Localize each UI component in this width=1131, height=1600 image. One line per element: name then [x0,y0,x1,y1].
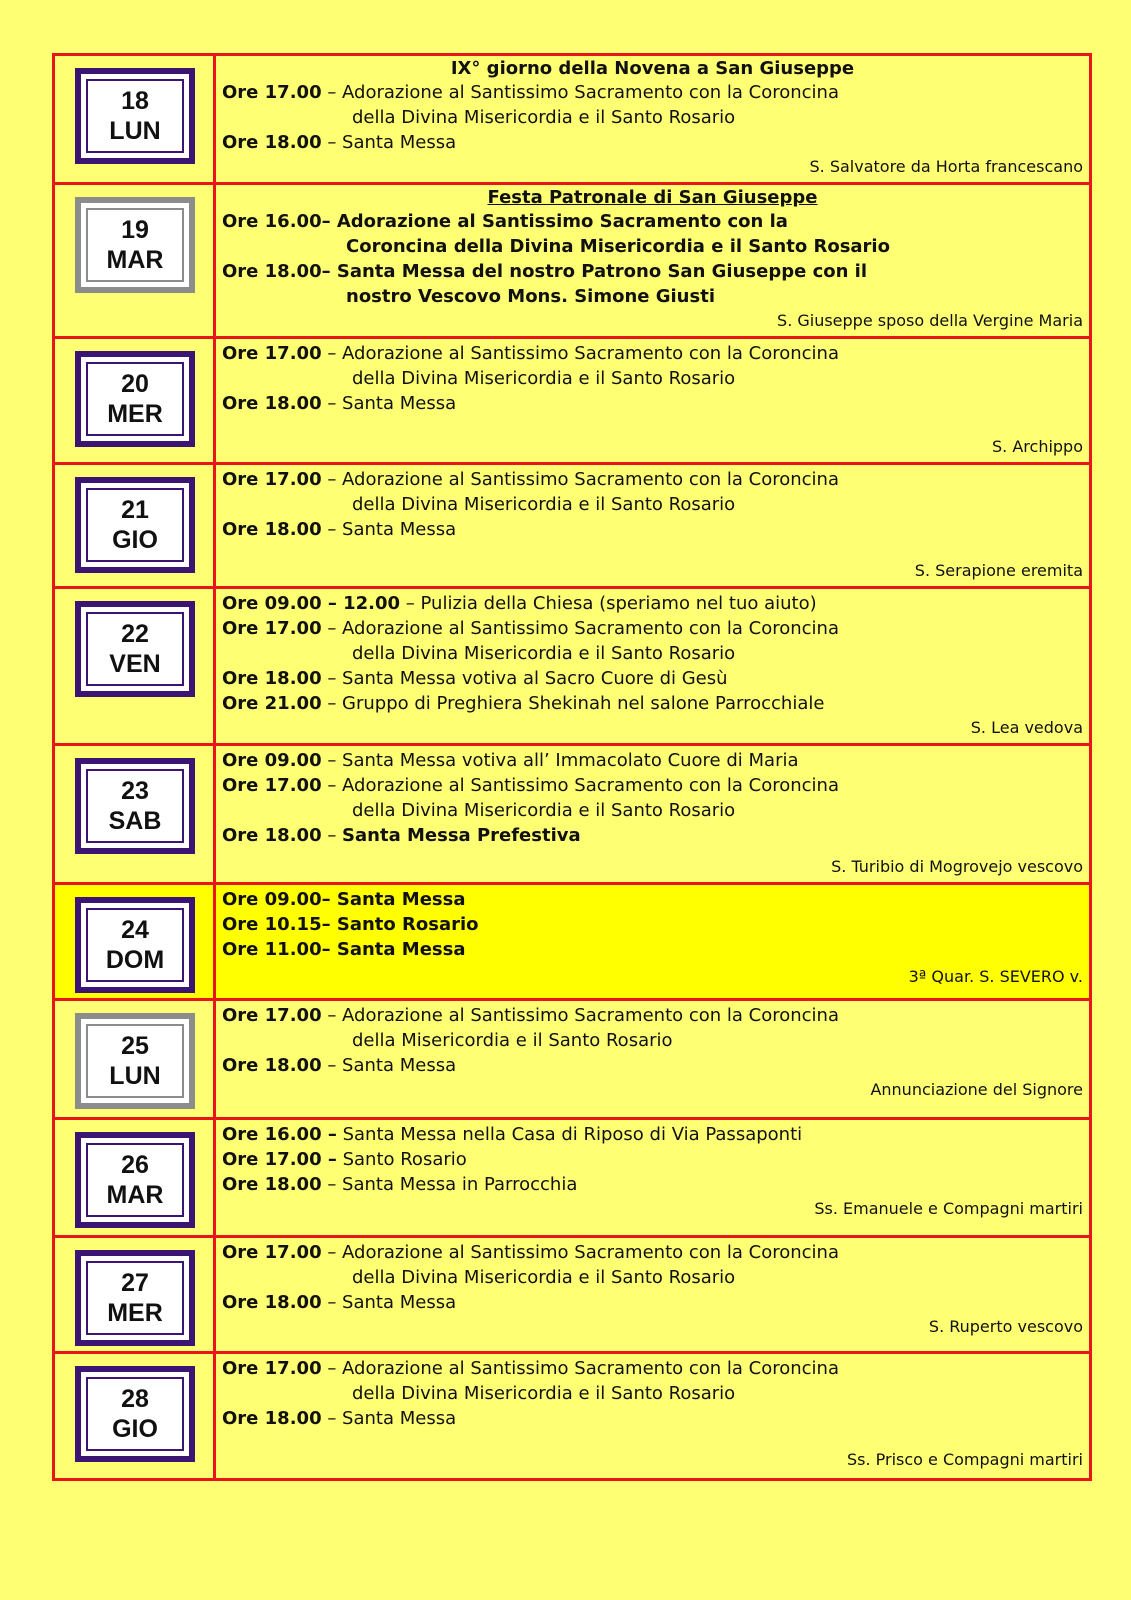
events-cell [215,745,1091,884]
event-line-continuation: nostro Vescovo Mons. Simone Giusti [346,286,715,307]
event-time: Ore 18.00 [222,519,322,540]
events-cell [215,884,1091,1000]
event-description-bold: – Santo Rosario [321,914,479,935]
event-description: – Adorazione al Santissimo Sacramento con la Coroncina [321,469,839,490]
event-time: Ore 17.00 [222,1242,322,1263]
day-number: 23 [121,777,149,805]
event-line-continuation: della Divina Misericordia e il Santo Rosario [352,800,736,821]
saint-of-the-day: S. Salvatore da Horta francescano [809,157,1083,176]
date-badge [75,351,195,447]
weekly-schedule-table [52,53,1092,1481]
weekday: VEN [109,650,161,678]
event-time: Ore 18.00 [222,132,322,153]
event-line [222,341,1083,366]
events-cell [215,184,1091,338]
event-time: Ore 17.00 [222,775,322,796]
saint-of-the-day: Ss. Emanuele e Compagni martiri [814,1199,1083,1218]
event-description-bold: – Santa Messa [321,889,466,910]
saint-of-the-day: S. Serapione eremita [914,561,1083,580]
event-line [222,259,1083,284]
weekday: MER [107,1299,163,1327]
event-line [222,773,1083,798]
event-time: Ore 17.00 [222,469,322,490]
weekday: GIO [112,526,158,554]
event-line [222,1147,1083,1172]
events-cell [215,1353,1091,1480]
day-number: 19 [121,216,149,244]
date-badge [75,1250,195,1346]
day-row [54,588,1091,745]
event-line [222,130,1083,155]
date-badge [75,1013,195,1109]
event-description: – [321,825,343,846]
event-time: Ore 18.00 [222,393,322,414]
event-time: Ore 16.00 – [222,1124,337,1145]
date-label [109,776,162,836]
event-line [222,666,1083,691]
date-label [109,86,160,146]
day-number: 22 [121,620,149,648]
day-number: 26 [121,1151,149,1179]
event-line [222,80,1083,105]
saint-of-the-day: 3ª Quar. S. SEVERO v. [908,967,1083,986]
date-badge [75,897,195,993]
events-cell [215,464,1091,588]
event-line [222,1172,1083,1197]
saint-of-the-day: S. Ruperto vescovo [928,1317,1083,1336]
event-description: – Gruppo di Preghiera Shekinah nel salone Parrocchiale [321,693,825,714]
date-cell [54,1353,215,1480]
event-time: Ore 17.00 [222,343,322,364]
event-description: – Santa Messa [321,1292,457,1313]
saint-of-the-day: Annunciazione del Signore [870,1080,1083,1099]
event-description: – Santa Messa del nostro Patrono San Giuseppe con il [321,261,868,282]
saint-of-the-day: Ss. Prisco e Compagni martiri [846,1450,1083,1469]
event-description: – Adorazione al Santissimo Sacramento con la Coroncina [321,1242,839,1263]
date-label [106,915,164,975]
day-number: 24 [121,916,149,944]
event-line-continuation: della Misericordia e il Santo Rosario [352,1030,673,1051]
day-number: 25 [121,1032,149,1060]
weekday: GIO [112,1415,158,1443]
event-line-continuation: della Divina Misericordia e il Santo Rosario [352,494,736,515]
date-badge [75,1132,195,1228]
weekday: MER [107,400,163,428]
event-line-continuation: della Divina Misericordia e il Santo Rosario [352,643,736,664]
event-line [222,887,1083,912]
event-description: – Adorazione al Santissimo Sacramento con la Coroncina [321,343,839,364]
event-description: – Adorazione al Santissimo Sacramento con la [321,211,788,232]
day-row [54,338,1091,464]
day-row [54,1119,1091,1237]
event-line [222,1122,1083,1147]
saint-of-the-day: S. Archippo [992,437,1083,456]
event-time: Ore 18.00 [222,261,322,282]
event-line-continuation: della Divina Misericordia e il Santo Rosario [352,107,736,128]
event-description: – Adorazione al Santissimo Sacramento con la Coroncina [321,618,839,639]
date-badge [75,758,195,854]
event-line [222,1290,1083,1315]
events-cell [215,1119,1091,1237]
date-cell [54,1237,215,1353]
event-line-continuation: della Divina Misericordia e il Santo Rosario [352,368,736,389]
event-line [222,591,1083,616]
event-time: Ore 17.00 [222,1005,322,1026]
event-time: Ore 09.00 [222,889,322,910]
event-time: Ore 21.00 [222,693,322,714]
saint-of-the-day: S. Turibio di Mogrovejo vescovo [831,857,1083,876]
weekday: MAR [106,246,164,274]
date-badge [75,477,195,573]
event-time: Ore 17.00 [222,82,322,103]
event-line [222,517,1083,542]
event-time: Ore 16.00 [222,211,322,232]
event-time: Ore 18.00 [222,1292,322,1313]
event-time: Ore 18.00 [222,1055,322,1076]
event-description: Santa Messa nella Casa di Riposo di Via Passaponti [336,1124,803,1145]
events-cell [215,55,1091,184]
date-label [112,1384,158,1444]
weekday: LUN [109,117,161,145]
day-number: 18 [121,87,149,115]
date-label [109,1031,160,1091]
event-line [222,209,1083,234]
event-description: – Adorazione al Santissimo Sacramento con la Coroncina [321,1358,839,1379]
event-line [222,1406,1083,1431]
event-description: – Adorazione al Santissimo Sacramento con la Coroncina [321,1005,839,1026]
date-cell [54,55,215,184]
day-row [54,884,1091,1000]
day-number: 20 [121,370,149,398]
date-label [107,1268,163,1328]
event-description-bold: – Santa Messa [321,939,466,960]
event-description: – Santa Messa [321,132,457,153]
event-line-continuation: della Divina Misericordia e il Santo Rosario [352,1383,736,1404]
event-description: – Santa Messa [321,519,457,540]
date-label [109,619,160,679]
weekday: DOM [105,946,165,974]
day-title: IX° giorno della Novena a San Giuseppe [450,58,855,79]
weekday: SAB [108,807,162,835]
event-time: Ore 17.00 [222,618,322,639]
event-line [222,1356,1083,1381]
date-badge [75,68,195,164]
event-description: – Santa Messa [321,393,457,414]
day-row [54,1000,1091,1119]
event-time: Ore 18.00 [222,825,322,846]
event-description: – Pulizia della Chiesa (speriamo nel tuo aiuto) [400,593,817,614]
event-description: – Adorazione al Santissimo Sacramento con la Coroncina [321,775,839,796]
day-row [54,55,1091,184]
event-line [222,391,1083,416]
event-description: – Santa Messa [321,1055,457,1076]
event-description: – Santa Messa in Parrocchia [321,1174,578,1195]
day-number: 27 [121,1269,149,1297]
event-line [222,1003,1083,1028]
event-time: Ore 11.00 [222,939,322,960]
event-line [222,616,1083,641]
date-badge [75,1366,195,1462]
date-label [112,495,158,555]
event-line [222,467,1083,492]
events-cell [215,338,1091,464]
event-time: Ore 18.00 [222,1408,322,1429]
day-row [54,184,1091,338]
saint-of-the-day: S. Giuseppe sposo della Vergine Maria [777,311,1083,330]
event-time: Ore 18.00 [222,1174,322,1195]
date-label [107,1150,164,1210]
date-cell [54,464,215,588]
day-row [54,464,1091,588]
date-cell [54,1119,215,1237]
event-line-continuation: della Divina Misericordia e il Santo Rosario [352,1267,736,1288]
events-cell [215,1237,1091,1353]
date-cell [54,588,215,745]
day-row [54,745,1091,884]
event-line [222,1240,1083,1265]
day-number: 28 [121,1385,149,1413]
event-description-bold: Santa Messa Prefestiva [342,825,581,846]
date-label [107,215,164,275]
event-time: Ore 17.00 [222,1358,322,1379]
date-badge [75,197,195,293]
date-label [107,369,163,429]
event-line [222,823,1083,848]
day-title: Festa Patronale di San Giuseppe [487,187,818,208]
event-time: Ore 10.15 [222,914,322,935]
event-line [222,1053,1083,1078]
weekday: MAR [106,1181,164,1209]
date-cell [54,338,215,464]
event-description: – Adorazione al Santissimo Sacramento con la Coroncina [321,82,839,103]
saint-of-the-day: S. Lea vedova [970,718,1083,737]
event-description: – Santa Messa [321,1408,457,1429]
event-time: Ore 09.00 – 12.00 [222,593,401,614]
events-cell [215,1000,1091,1119]
weekday: LUN [109,1062,161,1090]
date-cell [54,184,215,338]
day-row [54,1237,1091,1353]
event-line [222,748,1083,773]
date-cell [54,884,215,1000]
event-time: Ore 17.00 – [222,1149,337,1170]
event-time: Ore 09.00 [222,750,322,771]
event-description: – Santa Messa votiva all’ Immacolato Cuore di Maria [321,750,799,771]
event-line [222,912,1083,937]
schedule-body [54,55,1091,1480]
event-time: Ore 18.00 [222,668,322,689]
date-cell [54,1000,215,1119]
event-line [222,937,1083,962]
event-line-continuation: Coroncina della Divina Misericordia e il Santo Rosario [346,236,890,257]
date-badge [75,601,195,697]
event-line [222,691,1083,716]
date-cell [54,745,215,884]
day-number: 21 [121,496,149,524]
day-row [54,1353,1091,1480]
events-cell [215,588,1091,745]
event-description: – Santa Messa votiva al Sacro Cuore di Gesù [321,668,728,689]
event-description: Santo Rosario [336,1149,467,1170]
